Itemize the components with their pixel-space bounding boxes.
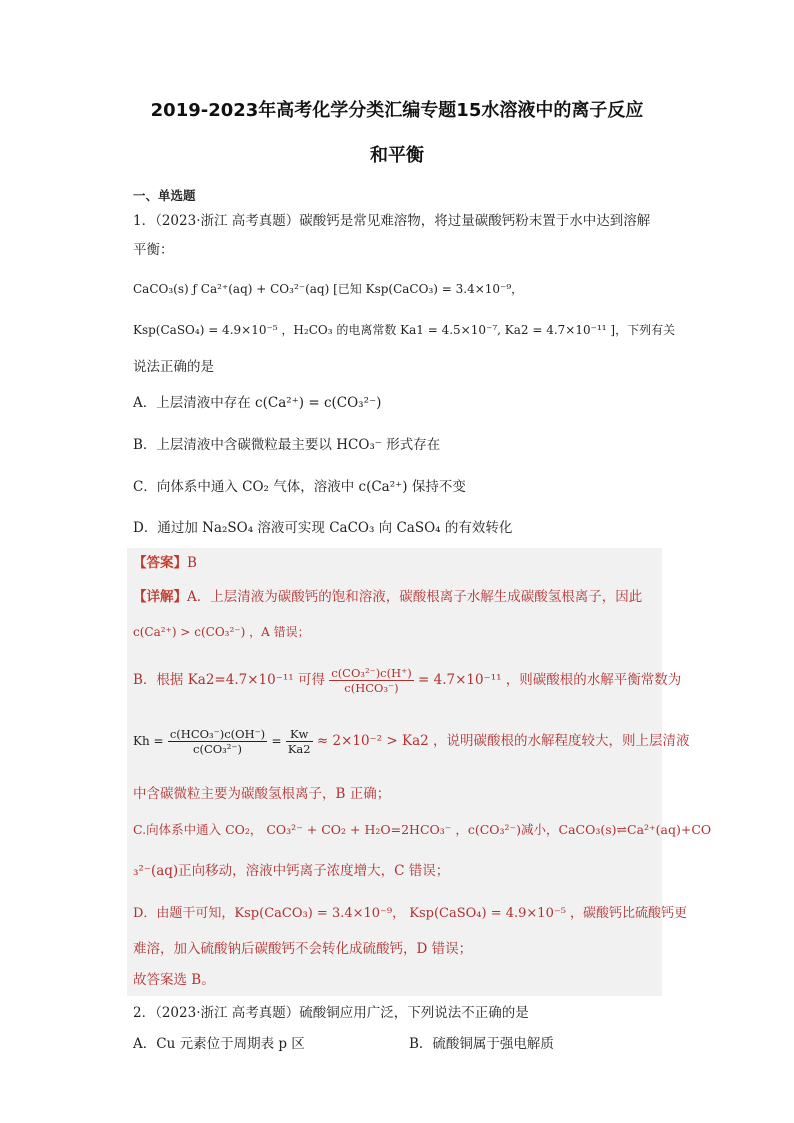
section-heading: 一、单选题	[133, 188, 196, 203]
q1-option-b: B．上层清液中含碳微粒最主要以 HCO₃⁻ 形式存在	[133, 437, 441, 453]
answer-box	[127, 548, 662, 996]
fraction-kw	[286, 727, 313, 756]
detail-4b: ≈ 2×10⁻² > Ka2 ，说明碳酸根的水解程度较大，则上层清液	[316, 733, 690, 749]
q1-detail-line8: D．由题干可知，Ksp(CaCO₃) = 3.4×10⁻⁹， Ksp(CaSO₄) = 4.9×10⁻⁵ ，碳酸钙比硫酸钙更	[133, 906, 688, 921]
fraction-kh-denominator: c(CO₃²⁻)	[193, 742, 242, 756]
fraction-ka2-denominator: c(HCO₃⁻)	[344, 681, 399, 695]
detail-tag: 【详解】	[133, 589, 187, 605]
fraction-kw-numerator: Kw	[286, 727, 313, 742]
q1-detail-line10: 故答案选 B。	[133, 972, 215, 988]
fraction-kh	[168, 727, 267, 756]
fraction-kw-denominator: Ka2	[287, 742, 311, 756]
q1-detail-line4	[133, 727, 690, 756]
doc-title-line1: 2019-2023年高考化学分类汇编专题15水溶液中的离子反应	[150, 100, 644, 121]
q1-stem-line3: 说法正确的是	[133, 359, 214, 375]
q1-option-d: D．通过加 Na₂SO₄ 溶液可实现 CaCO₃ 向 CaSO₄ 的有效转化	[133, 520, 513, 536]
q1-equation-line1: CaCO₃(s) ƒ Ca²⁺(aq) + CO₃²⁻(aq) [已知 Ksp(CaCO₃) = 3.4×10⁻⁹，	[133, 282, 524, 296]
q1-detail-line9: 难溶，加入硫酸钠后碳酸钙不会转化成硫酸钙，D 错误；	[133, 941, 473, 957]
doc-title-line2: 和平衡	[370, 145, 424, 166]
detail-4eq: =	[271, 734, 282, 748]
q1-stem-line1: 1．（2023·浙江 高考真题）碳酸钙是常见难溶物，将过量碳酸钙粉末置于水中达到溶解	[133, 213, 651, 229]
q1-detail-line3	[133, 666, 681, 695]
q1-detail-line7: ₃²⁻(aq)正向移动，溶液中钙离子浓度增大，C 错误；	[133, 863, 450, 879]
detail-3b: = 4.7×10⁻¹¹ ，则碳酸根的水解平衡常数为	[418, 672, 682, 688]
q1-detail-line6: C.向体系中通入 CO₂， CO₃²⁻ + CO₂ + H₂O=2HCO₃⁻ ，c(CO₃²⁻)减小，CaCO₃(s)⇌Ca²⁺(aq)+CO	[133, 822, 712, 837]
q1-detail-line1	[133, 587, 642, 607]
fraction-kh-numerator: c(HCO₃⁻)c(OH⁻)	[169, 727, 266, 741]
q1-option-c: C．向体系中通入 CO₂ 气体，溶液中 c(Ca²⁺) 保持不变	[133, 479, 466, 495]
fraction-ka2	[329, 666, 413, 695]
q1-detail-line2: c(Ca²⁺) > c(CO₃²⁻) ，A 错误；	[133, 625, 310, 639]
detail-3a: B．根据 Ka2=4.7×10⁻¹¹ 可得	[133, 672, 325, 688]
q2-stem: 2．（2023·浙江 高考真题）硫酸铜应用广泛，下列说法不正确的是	[133, 1005, 529, 1021]
q1-equation-line2: Ksp(CaSO₄) = 4.9×10⁻⁵ ，H₂CO₃ 的电离常数 Ka1 = 4.5×10⁻⁷, Ka2 = 4.7×10⁻¹¹ ]，下列有关	[133, 323, 676, 337]
q1-detail-line5: 中含碳微粒主要为碳酸氢根离子，B 正确；	[133, 786, 391, 802]
detail-text-1: A．上层清液为碳酸钙的饱和溶液，碳酸根离子水解生成碳酸氢根离子，因此	[187, 589, 643, 605]
q2-option-b: B．硫酸铜属于强电解质	[409, 1036, 554, 1052]
answer-tag: 【答案】	[133, 555, 187, 571]
detail-4a: Kh =	[133, 734, 164, 748]
q1-answer	[133, 553, 197, 573]
answer-value: B	[187, 555, 197, 571]
fraction-ka2-numerator: c(CO₃²⁻)c(H⁺)	[331, 666, 412, 680]
q1-stem-line2: 平衡：	[133, 242, 174, 258]
q2-option-a: A．Cu 元素位于周期表 p 区	[133, 1036, 305, 1052]
q1-option-a: A．上层清液中存在 c(Ca²⁺) = c(CO₃²⁻)	[133, 395, 382, 411]
